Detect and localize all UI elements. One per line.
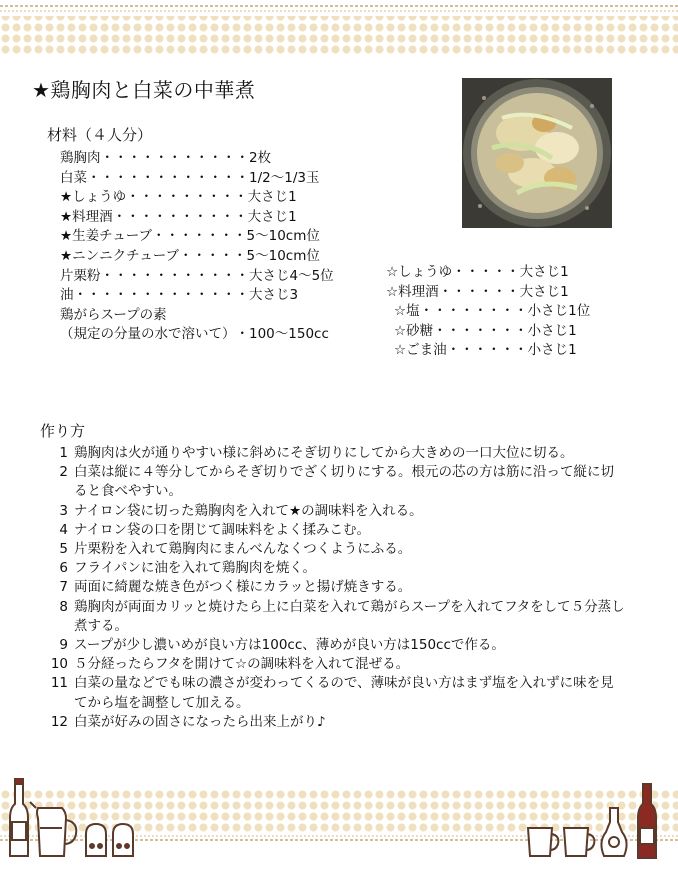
step-number: 5	[59, 541, 68, 558]
step-text: 白菜が好みの固さになったら出来上がり♪	[74, 713, 326, 730]
step-text: 鶏胸肉は火が通りやすい様に斜めにそぎ切りにしてから大きめの一口大位に切る。	[74, 445, 574, 461]
step-number: 10	[50, 656, 68, 673]
leader-dots: ・・・・・・・・・	[126, 189, 248, 206]
ingredient-amount: 大さじ4～5位	[249, 267, 334, 284]
step-text: ナイロン袋の口を閉じて調味料をよく揉みこむ。	[74, 521, 371, 538]
dish-photo	[462, 78, 612, 228]
ingredient-name: ★ニンニクチューブ	[60, 247, 180, 264]
ingredient-name: 片栗粉	[60, 267, 101, 284]
seasoning-amount: 小さじ1	[527, 342, 577, 359]
step-number: 9	[59, 637, 68, 654]
ingredient-row	[60, 169, 334, 189]
leader-dots: ・・・・・・・・・・・	[100, 267, 249, 284]
step-item	[48, 463, 648, 501]
seasoning-row	[386, 263, 590, 283]
step-text: ナイロン袋に切った鶏胸肉を入れて★の調味料を入れる。	[74, 502, 423, 519]
seasoning-row	[386, 283, 590, 303]
ingredient-amount: 1/2～1/3玉	[249, 169, 320, 186]
step-item	[48, 655, 648, 674]
leader-dots: ・・・・・・	[438, 283, 520, 300]
ingredient-name: 白菜	[60, 169, 87, 186]
ingredient-row	[60, 227, 334, 247]
bottom-kitchen-border	[0, 778, 678, 870]
ingredient-name: 鶏胸肉	[60, 150, 101, 166]
ingredient-row	[60, 208, 334, 228]
seasoning-amount: 小さじ1位	[527, 303, 591, 320]
step-text: フライパンに油を入れて鶏胸肉を焼く。	[74, 560, 317, 577]
seasoning-name: ☆料理酒	[386, 283, 439, 300]
leader-dots: ・	[235, 326, 249, 343]
ingredient-row	[60, 325, 334, 345]
seasoning-name: ☆塩	[394, 303, 420, 320]
recipe-title: ★鶏胸肉と白菜の中華煮	[32, 78, 256, 102]
step-number: 3	[59, 502, 68, 519]
step-item	[48, 674, 648, 712]
cup-icon	[528, 828, 594, 856]
seasoning-row	[386, 341, 590, 361]
ingredient-row	[60, 267, 334, 287]
ingredient-amount: 5～10cm位	[246, 247, 320, 264]
ingredient-name: 油	[60, 287, 74, 304]
ingredient-name: （規定の分量の水で溶いて）	[60, 326, 236, 343]
step-number: 11	[50, 675, 68, 692]
ingredient-row	[60, 188, 334, 208]
step-text: スープが少し濃いめが良い方は100cc、薄めが良い方は150ccで作る。	[74, 637, 505, 654]
seasoning-amount: 大さじ1	[519, 283, 569, 300]
seasoning-row	[386, 322, 590, 342]
leader-dots: ・・・・・・・・・・	[112, 208, 248, 225]
ingredient-name: 鶏がらスープの素	[60, 306, 167, 323]
step-number: 7	[59, 579, 68, 596]
ingredient-name: ★生姜チューブ	[60, 228, 153, 245]
ingredient-amount: 大さじ1	[247, 208, 297, 225]
leader-dots: ・・・・・・・・・・・・	[87, 169, 249, 186]
seasoning-amount: 大さじ1	[519, 264, 569, 280]
step-number: 8	[59, 598, 68, 615]
seasoning-name: ☆しょうゆ	[386, 264, 453, 280]
step-item	[48, 559, 648, 578]
step-text: 白菜は縦に４等分してからそぎ切りでざく切りにする。根元の芯の方は筋に沿って縦に切ると食べやすい。	[74, 464, 614, 500]
ingredient-amount: 大さじ3	[249, 287, 299, 304]
method-heading: 作り方	[40, 422, 86, 440]
step-text: 鶏胸肉が両面カリッと焼けたら上に白菜を入れて鶏がらスープを入れてフタをして５分蒸し煮する。	[74, 598, 625, 634]
leader-dots: ・・・・・	[179, 247, 247, 264]
step-number: 12	[50, 713, 68, 730]
ingredients-heading: 材料（４人分）	[47, 126, 153, 144]
leader-dots: ・・・・・・・・・・・	[100, 150, 249, 166]
leader-dots: ・・・・・・・・・・・・・	[73, 287, 249, 304]
step-number: 6	[59, 560, 68, 577]
ingredient-name: ★しょうゆ	[60, 189, 127, 206]
step-item	[48, 540, 648, 559]
leader-dots: ・・・・・・・	[433, 322, 528, 339]
step-text: 白菜の量などでも味の濃さが変わってくるので、薄味が良い方はまず塩を入れずに味を見てから塩を調整して加える。	[74, 675, 614, 711]
ingredient-row	[60, 286, 334, 306]
seasoning-name: ☆ごま油	[394, 342, 447, 359]
step-item	[48, 713, 648, 732]
ingredient-row	[60, 306, 334, 326]
seasoning-amount: 小さじ1	[527, 322, 577, 339]
step-item	[48, 502, 648, 521]
leader-dots: ・・・・・・・	[152, 228, 247, 245]
method-steps	[48, 444, 648, 732]
seasoning-row	[386, 302, 590, 322]
step-number: 1	[59, 445, 68, 461]
step-number: 2	[59, 464, 68, 481]
step-text: 両面に綺麗な焼き色がつく様にカラッと揚げ焼きする。	[74, 579, 412, 596]
step-item	[48, 598, 648, 636]
ingredient-amount: 100～150cc	[249, 326, 329, 343]
leader-dots: ・・・・・・・・	[419, 303, 528, 320]
step-number: 4	[59, 521, 68, 538]
leader-dots: ・・・・・・	[446, 342, 528, 359]
ingredient-amount: 2枚	[249, 150, 272, 166]
ingredient-amount: 大さじ1	[247, 189, 297, 206]
ingredient-name: ★料理酒	[60, 208, 113, 225]
step-item	[48, 444, 648, 463]
top-dotted-border	[0, 0, 678, 58]
ingredient-list	[60, 149, 334, 345]
ingredient-row	[60, 247, 334, 267]
step-item	[48, 521, 648, 540]
leader-dots: ・・・・・	[452, 264, 520, 280]
ingredient-amount: 5～10cm位	[246, 228, 320, 245]
ingredient-row	[60, 149, 334, 169]
step-item	[48, 578, 648, 597]
step-text: ５分経ったらフタを開けて☆の調味料を入れて混ぜる。	[74, 656, 410, 673]
seasoning-name: ☆砂糖	[394, 322, 434, 339]
step-text: 片栗粉を入れて鶏胸肉にまんべんなくつくようにふる。	[74, 541, 412, 558]
step-item	[48, 636, 648, 655]
sub-seasoning-list	[386, 263, 590, 361]
